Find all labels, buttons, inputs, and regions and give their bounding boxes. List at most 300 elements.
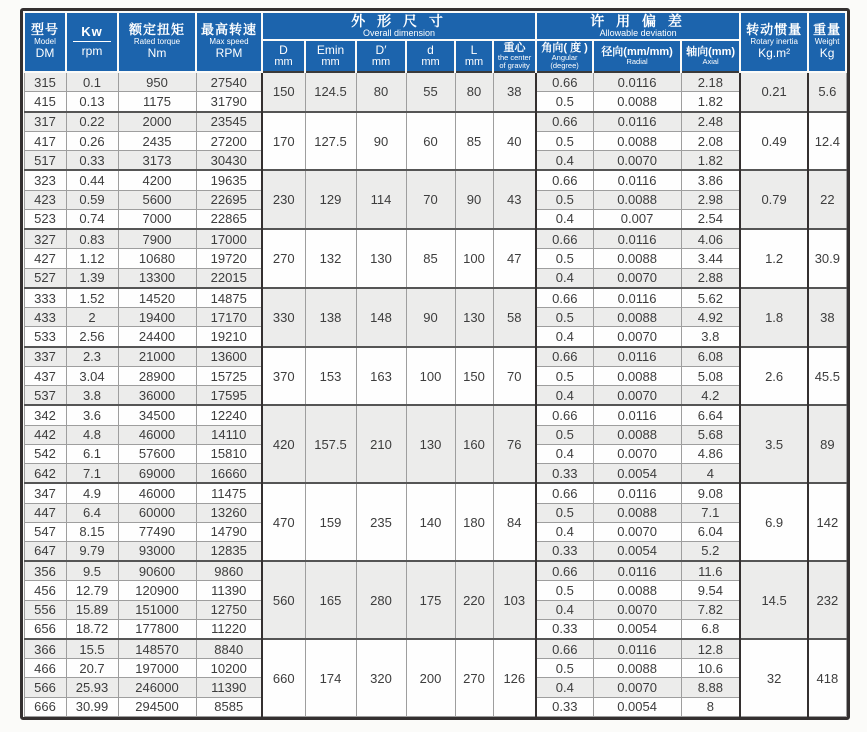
angular-deviation-cell: 0.4 [536,268,593,288]
radial-deviation-cell: 0.0116 [593,561,681,581]
speed-cell: 12750 [196,600,262,619]
angular-deviation-cell: 0.66 [536,170,593,190]
torque-cell: 2435 [118,131,196,150]
axial-deviation-cell: 11.6 [681,561,740,581]
kw-cell: 8.15 [66,522,118,541]
model-cell: 527 [24,268,66,288]
inertia-label-en: Rotary inertia [750,36,798,46]
angular-deviation-cell: 0.4 [536,151,593,171]
kw-cell: 1.52 [66,288,118,308]
radial-deviation-cell: 0.0088 [593,581,681,600]
angular-deviation-cell: 0.4 [536,678,593,697]
angular-deviation-cell: 0.4 [536,327,593,347]
torque-cell: 14520 [118,288,196,308]
torque-cell: 19400 [118,308,196,327]
angular-deviation-cell: 0.5 [536,249,593,268]
speed-unit: RPM [215,46,243,61]
angular-deviation-cell: 0.4 [536,444,593,463]
kw-cell: 12.79 [66,581,118,600]
kw-cell: 15.5 [66,639,118,659]
radial-label-en1: Radial [626,57,648,67]
dim-D-cell: 420 [262,405,305,483]
model-cell: 442 [24,425,66,444]
dim-Emin-cell: 165 [305,561,356,639]
dim-Dprime-cell: 235 [356,483,406,561]
weight-cell: 142 [808,483,846,561]
angular-deviation-cell: 0.4 [536,386,593,406]
dim-Emin-cell: 129 [305,170,356,229]
torque-cell: 7900 [118,229,196,249]
angular-deviation-cell: 0.33 [536,619,593,639]
kw-cell: 1.12 [66,249,118,268]
model-cell: 517 [24,151,66,171]
weight-label-en: Weight [814,36,840,46]
model-cell: 342 [24,405,66,425]
angular-deviation-cell: 0.66 [536,112,593,132]
radial-deviation-cell: 0.0088 [593,92,681,112]
axial-deviation-cell: 8.88 [681,678,740,697]
model-cell: 447 [24,503,66,522]
speed-cell: 23545 [196,112,262,132]
axial-deviation-cell: 2.88 [681,268,740,288]
dim-L-cell: 150 [455,347,493,406]
angular-deviation-cell: 0.66 [536,639,593,659]
center-of-gravity-cell: 84 [493,483,536,561]
rotary-inertia-cell: 3.5 [740,405,808,483]
kw-cell: 0.1 [66,72,118,92]
overall-label-zh: 外 形 尺 寸 [351,13,447,29]
rotary-inertia-cell: 1.2 [740,229,808,288]
col-header-weight [808,12,846,72]
axial-deviation-cell: 4.92 [681,308,740,327]
kw-cell: 6.1 [66,444,118,463]
Dprime-sym: D′ [375,42,387,57]
model-label-en: Model [34,36,56,46]
center-of-gravity-cell: 43 [493,170,536,229]
axial-deviation-cell: 4.06 [681,229,740,249]
dim-D-cell: 170 [262,112,305,171]
axial-deviation-cell: 6.08 [681,347,740,367]
model-cell: 566 [24,678,66,697]
dim-d-cell: 90 [406,288,455,347]
Emin-unit: mm [321,55,340,68]
kw-cell: 2.3 [66,347,118,367]
torque-cell: 7000 [118,209,196,229]
cg-label-zh: 重心 [503,42,526,55]
radial-deviation-cell: 0.0088 [593,308,681,327]
speed-cell: 10200 [196,659,262,678]
axial-deviation-cell: 5.62 [681,288,740,308]
axial-deviation-cell: 9.54 [681,581,740,600]
col-header-max-speed [196,12,262,72]
speed-cell: 11220 [196,619,262,639]
angular-deviation-cell: 0.5 [536,131,593,150]
kw-cell: 3.04 [66,366,118,385]
torque-cell: 77490 [118,522,196,541]
dim-d-cell: 70 [406,170,455,229]
radial-deviation-cell: 0.0116 [593,405,681,425]
angular-deviation-cell: 0.66 [536,405,593,425]
dim-Emin-cell: 138 [305,288,356,347]
torque-label-zh: 额定扭矩 [128,21,185,37]
angular-label-zh: 角向( 度 ) [541,42,588,55]
axial-deviation-cell: 6.8 [681,619,740,639]
angular-deviation-cell: 0.5 [536,659,593,678]
dim-Emin-cell: 132 [305,229,356,288]
torque-cell: 24400 [118,327,196,347]
dim-L-cell: 220 [455,561,493,639]
weight-cell: 232 [808,561,846,639]
speed-label-zh: 最高转速 [200,21,257,37]
weight-cell: 45.5 [808,347,846,406]
speed-cell: 27200 [196,131,262,150]
speed-cell: 14110 [196,425,262,444]
speed-cell: 14875 [196,288,262,308]
model-cell: 315 [24,72,66,92]
dim-d-cell: 55 [406,72,455,112]
axial-deviation-cell: 3.44 [681,249,740,268]
dim-D-cell: 560 [262,561,305,639]
speed-cell: 22865 [196,209,262,229]
col-header-radial [593,40,681,72]
angular-deviation-cell: 0.66 [536,561,593,581]
dim-L-cell: 130 [455,288,493,347]
table-row [24,112,846,132]
model-cell: 523 [24,209,66,229]
dim-L-cell: 80 [455,72,493,112]
torque-cell: 28900 [118,366,196,385]
torque-cell: 2000 [118,112,196,132]
angular-deviation-cell: 0.5 [536,308,593,327]
angular-label-en1: Angular [551,53,578,63]
kw-label: Kw [81,23,103,39]
torque-cell: 69000 [118,463,196,483]
angular-deviation-cell: 0.5 [536,503,593,522]
angular-deviation-cell: 0.33 [536,463,593,483]
torque-cell: 57600 [118,444,196,463]
dim-Dprime-cell: 130 [356,229,406,288]
dim-L-cell: 85 [455,112,493,171]
spec-table-frame [20,8,850,720]
model-cell: 542 [24,444,66,463]
dim-d-cell: 200 [406,639,455,717]
weight-cell: 5.6 [808,72,846,112]
speed-cell: 15810 [196,444,262,463]
rpm-label: rpm [81,44,103,59]
torque-cell: 120900 [118,581,196,600]
dim-d-cell: 175 [406,561,455,639]
axial-deviation-cell: 2.48 [681,112,740,132]
dim-D-cell: 270 [262,229,305,288]
kw-cell: 4.9 [66,483,118,503]
kw-cell: 2 [66,308,118,327]
angular-deviation-cell: 0.66 [536,72,593,92]
kw-cell: 9.79 [66,541,118,561]
torque-cell: 148570 [118,639,196,659]
center-of-gravity-cell: 38 [493,72,536,112]
kw-cell: 3.8 [66,386,118,406]
model-cell: 533 [24,327,66,347]
kw-cell: 0.83 [66,229,118,249]
model-label-zh: 型号 [30,21,59,37]
speed-cell: 17595 [196,386,262,406]
radial-deviation-cell: 0.0054 [593,463,681,483]
axial-deviation-cell: 1.82 [681,151,740,171]
torque-cell: 46000 [118,483,196,503]
speed-cell: 8585 [196,697,262,716]
torque-cell: 36000 [118,386,196,406]
axial-label-en1: Axial [702,57,719,67]
torque-unit: Nm [147,46,167,61]
kw-cell: 2.56 [66,327,118,347]
kw-cell: 0.59 [66,190,118,209]
dim-Emin-cell: 153 [305,347,356,406]
col-header-Dprime [356,40,406,72]
axial-deviation-cell: 5.2 [681,541,740,561]
dim-Dprime-cell: 163 [356,347,406,406]
speed-cell: 17170 [196,308,262,327]
axial-deviation-cell: 1.82 [681,92,740,112]
dim-Emin-cell: 159 [305,483,356,561]
torque-cell: 21000 [118,347,196,367]
col-header-L [455,40,493,72]
dim-Emin-cell: 124.5 [305,72,356,112]
kw-cell: 20.7 [66,659,118,678]
angular-label-en2: (degree) [550,61,579,71]
radial-deviation-cell: 0.0070 [593,268,681,288]
radial-deviation-cell: 0.0088 [593,503,681,522]
speed-cell: 12835 [196,541,262,561]
d-unit: mm [421,55,440,68]
torque-cell: 10680 [118,249,196,268]
weight-cell: 418 [808,639,846,717]
rotary-inertia-cell: 32 [740,639,808,717]
col-header-axial [681,40,740,72]
center-of-gravity-cell: 76 [493,405,536,483]
axial-deviation-cell: 7.82 [681,600,740,619]
col-header-angular [536,40,593,72]
speed-cell: 19720 [196,249,262,268]
axial-deviation-cell: 9.08 [681,483,740,503]
kw-cell: 9.5 [66,561,118,581]
radial-deviation-cell: 0.0088 [593,190,681,209]
model-cell: 323 [24,170,66,190]
model-cell: 537 [24,386,66,406]
radial-deviation-cell: 0.0088 [593,366,681,385]
axial-deviation-cell: 6.04 [681,522,740,541]
col-header-model [24,12,66,72]
torque-cell: 950 [118,72,196,92]
Dprime-unit: mm [371,55,391,68]
radial-deviation-cell: 0.0088 [593,425,681,444]
torque-cell: 197000 [118,659,196,678]
torque-cell: 34500 [118,405,196,425]
torque-cell: 177800 [118,619,196,639]
axial-deviation-cell: 4.2 [681,386,740,406]
speed-cell: 22015 [196,268,262,288]
L-sym: L [470,42,478,57]
radial-deviation-cell: 0.0054 [593,697,681,716]
center-of-gravity-cell: 47 [493,229,536,288]
torque-cell: 1175 [118,92,196,112]
deviation-label-en: Allowable deviation [599,28,677,39]
dim-Emin-cell: 157.5 [305,405,356,483]
radial-deviation-cell: 0.0116 [593,483,681,503]
radial-deviation-cell: 0.0070 [593,151,681,171]
col-header-rotary-inertia [740,12,808,72]
d-sym: d [427,42,434,57]
table-row [24,170,846,190]
table-row [24,639,846,659]
section-header-overall-dimension [262,12,536,40]
center-of-gravity-cell: 70 [493,347,536,406]
torque-cell: 13300 [118,268,196,288]
model-cell: 433 [24,308,66,327]
weight-cell: 89 [808,405,846,483]
kw-cell: 4.8 [66,425,118,444]
dim-Emin-cell: 127.5 [305,112,356,171]
rotary-inertia-cell: 2.6 [740,347,808,406]
speed-cell: 13600 [196,347,262,367]
model-cell: 337 [24,347,66,367]
cg-label-en2: of gravity [499,61,530,71]
speed-cell: 22695 [196,190,262,209]
kw-cell: 25.93 [66,678,118,697]
dim-Emin-cell: 174 [305,639,356,717]
col-header-Emin [305,40,356,72]
angular-deviation-cell: 0.5 [536,581,593,600]
angular-deviation-cell: 0.5 [536,366,593,385]
axial-deviation-cell: 2.08 [681,131,740,150]
radial-deviation-cell: 0.0116 [593,639,681,659]
torque-cell: 246000 [118,678,196,697]
kw-cell: 0.74 [66,209,118,229]
weight-unit: Kg [819,46,835,61]
radial-deviation-cell: 0.0116 [593,112,681,132]
dim-D-cell: 330 [262,288,305,347]
speed-cell: 13260 [196,503,262,522]
weight-cell: 12.4 [808,112,846,171]
radial-deviation-cell: 0.0054 [593,619,681,639]
torque-cell: 90600 [118,561,196,581]
inertia-unit: Kg.m² [758,46,791,61]
dim-L-cell: 100 [455,229,493,288]
dim-Dprime-cell: 114 [356,170,406,229]
weight-cell: 22 [808,170,846,229]
radial-deviation-cell: 0.0070 [593,678,681,697]
rotary-inertia-cell: 0.49 [740,112,808,171]
torque-cell: 3173 [118,151,196,171]
speed-cell: 15725 [196,366,262,385]
dim-D-cell: 470 [262,483,305,561]
radial-deviation-cell: 0.0116 [593,72,681,92]
speed-cell: 11475 [196,483,262,503]
axial-deviation-cell: 4 [681,463,740,483]
kw-cell: 30.99 [66,697,118,716]
col-header-torque [118,12,196,72]
rotary-inertia-cell: 1.8 [740,288,808,347]
speed-cell: 31790 [196,92,262,112]
cg-label-en1: the center [497,53,532,63]
kw-cell: 0.13 [66,92,118,112]
D-unit: mm [274,55,293,68]
weight-cell: 38 [808,288,846,347]
axial-deviation-cell: 10.6 [681,659,740,678]
kw-cell: 7.1 [66,463,118,483]
model-cell: 437 [24,366,66,385]
radial-deviation-cell: 0.0088 [593,659,681,678]
radial-label-zh: 径向(mm/mm) [601,46,673,59]
dim-L-cell: 270 [455,639,493,717]
L-unit: mm [464,55,484,68]
dim-Dprime-cell: 320 [356,639,406,717]
model-cell: 423 [24,190,66,209]
axial-deviation-cell: 8 [681,697,740,716]
dim-Dprime-cell: 210 [356,405,406,483]
model-cell: 647 [24,541,66,561]
center-of-gravity-cell: 126 [493,639,536,717]
model-cell: 317 [24,112,66,132]
axial-deviation-cell: 2.98 [681,190,740,209]
angular-deviation-cell: 0.33 [536,697,593,716]
kw-cell: 6.4 [66,503,118,522]
angular-deviation-cell: 0.4 [536,209,593,229]
inertia-label-zh: 转动惯量 [746,21,803,37]
model-cell: 417 [24,131,66,150]
torque-cell: 151000 [118,600,196,619]
center-of-gravity-cell: 40 [493,112,536,171]
speed-cell: 27540 [196,72,262,92]
model-cell: 656 [24,619,66,639]
model-cell: 666 [24,697,66,716]
col-header-d [406,40,455,72]
spec-table-body [24,72,846,717]
kw-cell: 1.39 [66,268,118,288]
axial-deviation-cell: 3.86 [681,170,740,190]
speed-cell: 16660 [196,463,262,483]
radial-deviation-cell: 0.0088 [593,131,681,150]
angular-deviation-cell: 0.66 [536,229,593,249]
dim-Dprime-cell: 80 [356,72,406,112]
dim-L-cell: 160 [455,405,493,483]
angular-deviation-cell: 0.66 [536,483,593,503]
axial-deviation-cell: 3.8 [681,327,740,347]
torque-cell: 46000 [118,425,196,444]
model-cell: 547 [24,522,66,541]
torque-cell: 294500 [118,697,196,716]
col-header-kw-rpm [66,12,118,72]
section-header-allowable-deviation [536,12,740,40]
radial-deviation-cell: 0.0070 [593,386,681,406]
table-header [24,12,846,72]
model-cell: 366 [24,639,66,659]
Emin-sym: Emin [316,42,345,57]
table-row [24,405,846,425]
radial-deviation-cell: 0.0070 [593,522,681,541]
model-cell: 456 [24,581,66,600]
radial-deviation-cell: 0.0116 [593,170,681,190]
radial-deviation-cell: 0.0116 [593,347,681,367]
speed-cell: 8840 [196,639,262,659]
speed-cell: 12240 [196,405,262,425]
col-header-D [262,40,305,72]
kw-cell: 0.33 [66,151,118,171]
center-of-gravity-cell: 58 [493,288,536,347]
axial-deviation-cell: 2.54 [681,209,740,229]
dim-Dprime-cell: 148 [356,288,406,347]
model-cell: 427 [24,249,66,268]
axial-deviation-cell: 12.8 [681,639,740,659]
